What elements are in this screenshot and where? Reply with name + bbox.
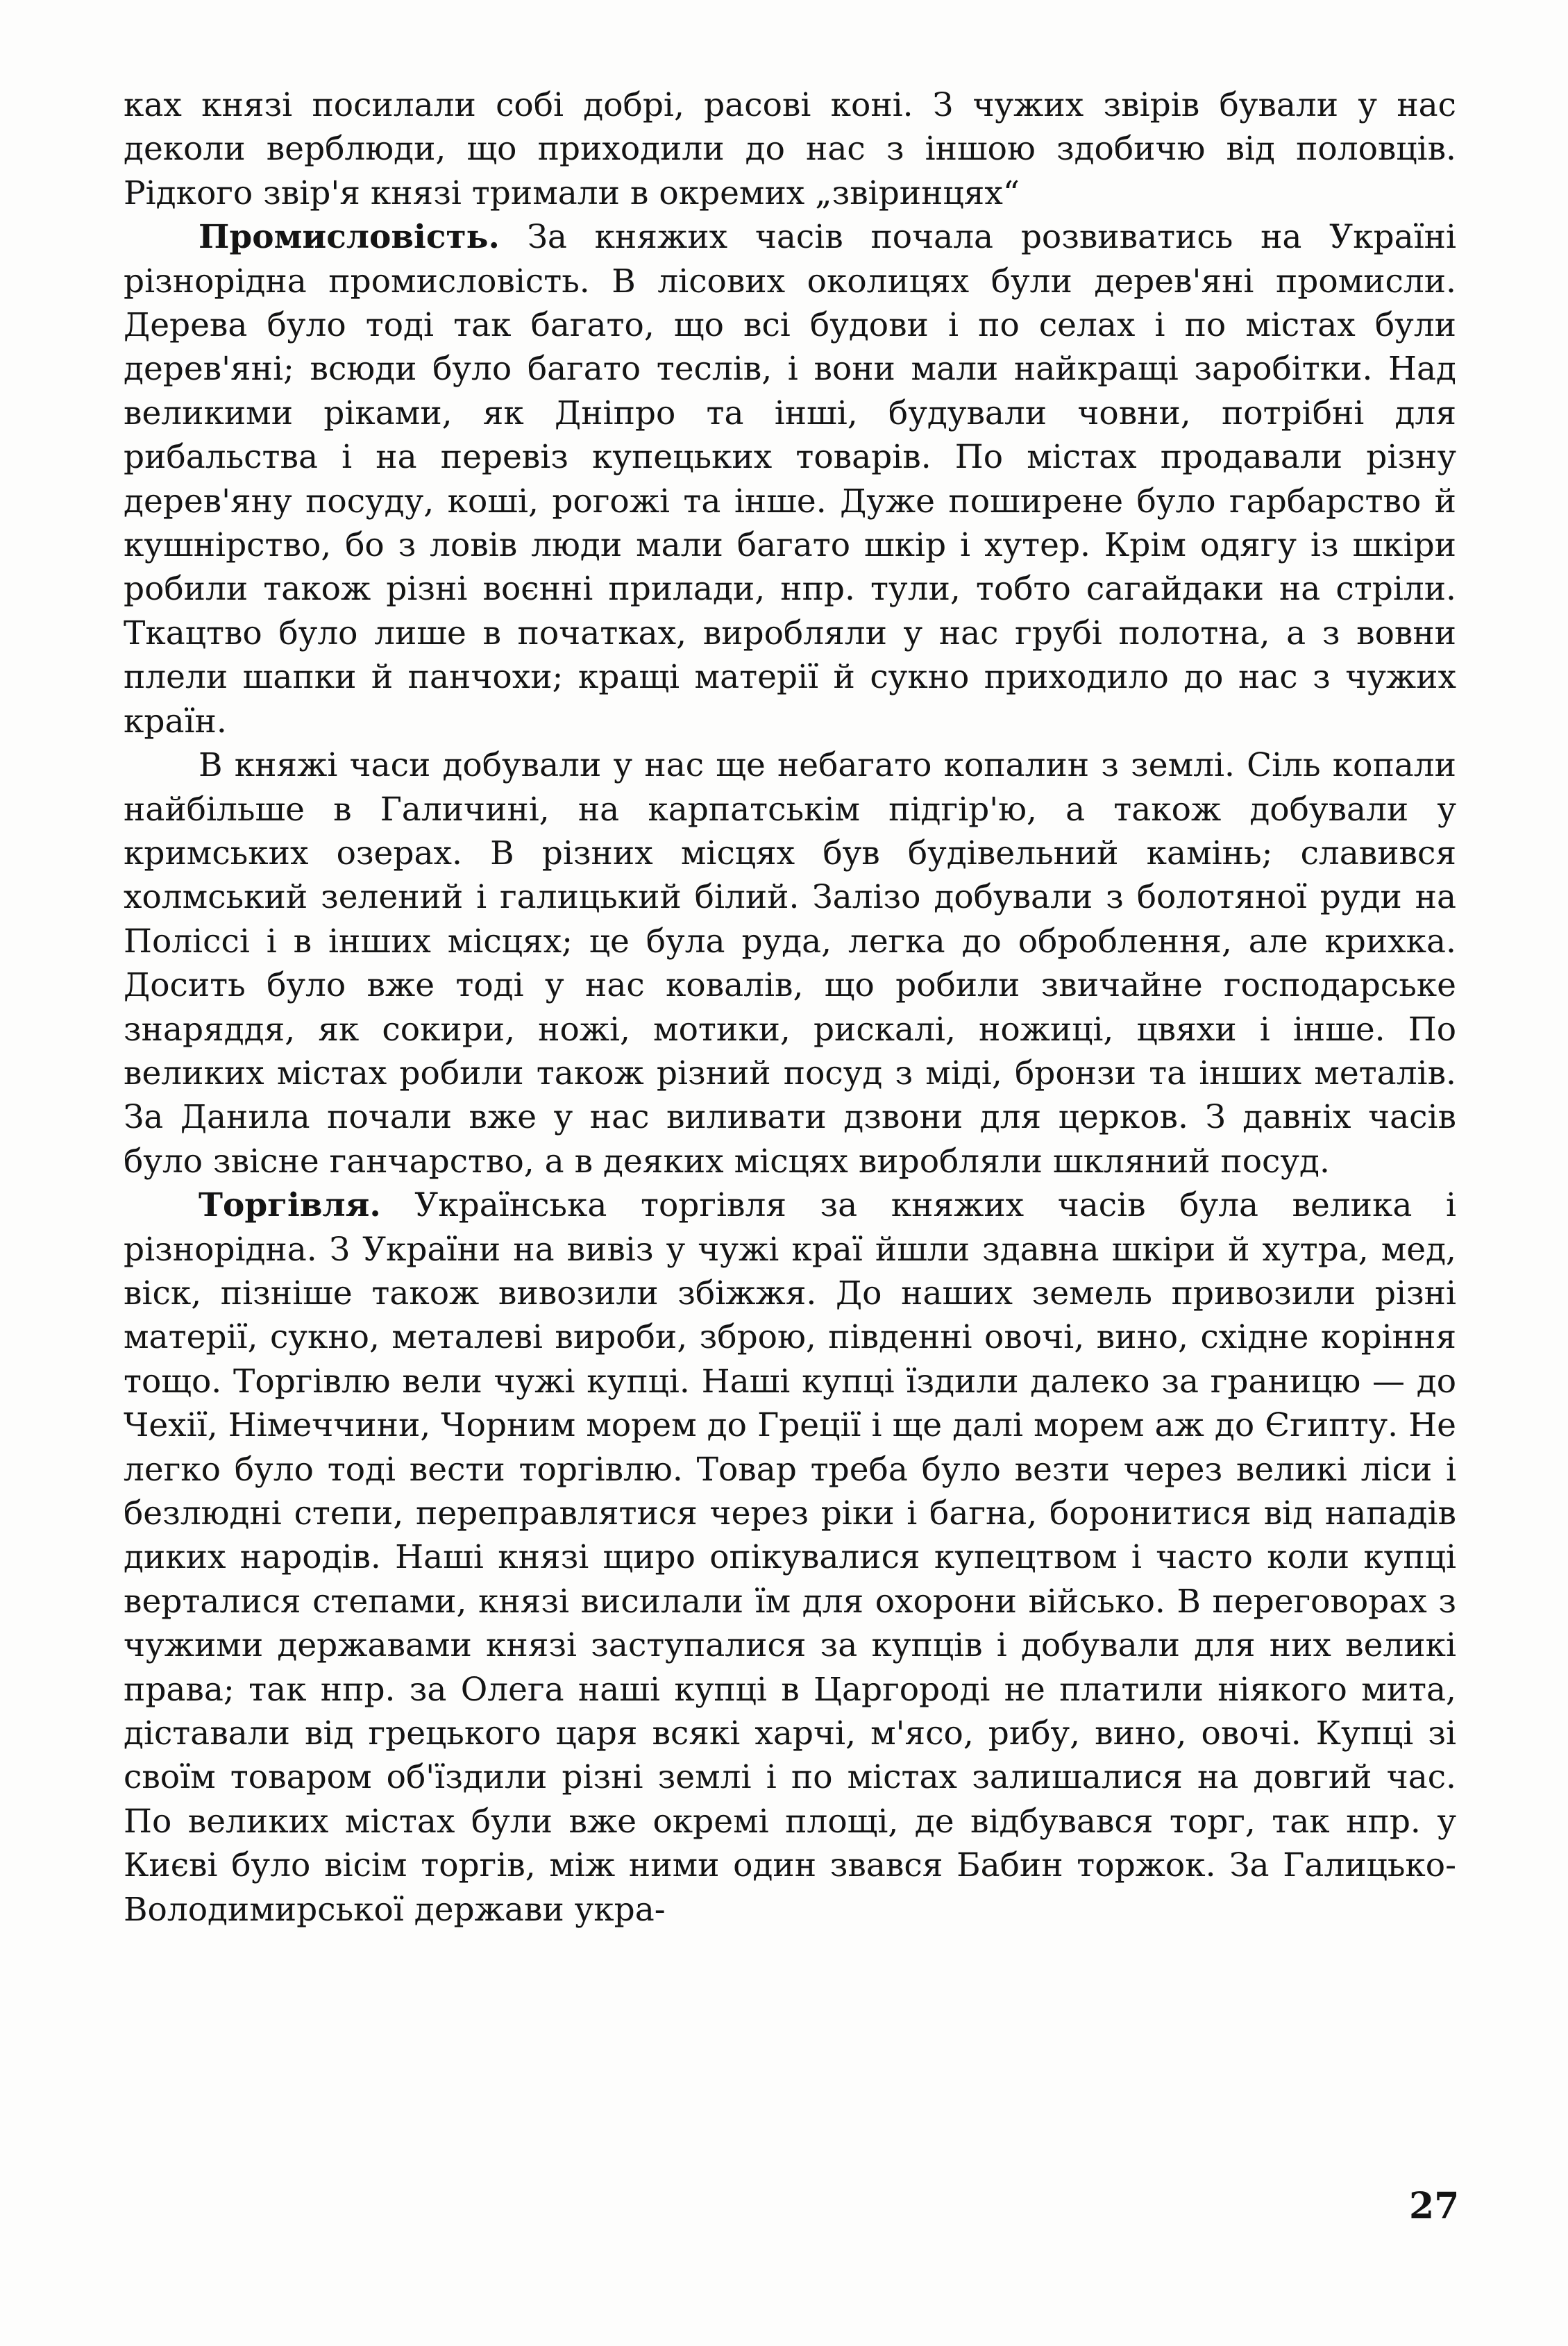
paragraph-minerals (124, 743, 1456, 1183)
section-heading-trade: Торгівля. (199, 1186, 381, 1225)
paragraph-industry (124, 215, 1456, 743)
paragraph-text: В княжі часи добували у нас ще небагато копалин з землі. Сіль копали найбільше в Галичині, на карпатськім підгір'ю, а також добували у кримських озерах. В різних місцях був будівельний камінь; славився холмський зелений і галицький білий. Залізо добували з болотяної руди на Поліссі і в інших місцях; це була руда, легка до оброблення, але крихка. Досить було вже тоді у нас ковалів, що робили звичайне господарське знаряддя, як сокири, ножі, мотики, рискалі, ножиці, цвяхи і інше. По великих містах робили також різний посуд з міді, бронзи та інших металів. За Данила почали вже у нас виливати дзвони для церков. З давніх часів було звісне ганчарство, а в деяких місцях виробляли шкляний посуд. (124, 746, 1456, 1181)
body-text (124, 83, 1456, 1932)
paragraph-intro (124, 83, 1456, 215)
paragraph-text: За княжих часів почала розвиватись на Україні різнорідна промисловість. В лісових околицях були дерев'яні промисли. Дерева було тоді так багато, що всі будови і по селах і по містах були дерев'яні; всюди було багато теслів, і вони мали найкращі заробітки. Над великими ріками, як Дніпро та інші, будували човни, потрібні для рибальства і на перевіз купецьких товарів. По містах продавали різну дерев'яну посуду, коші, рогожі та інше. Дуже поширене було гарбарство й кушнірство, бо з ловів люди мали багато шкір і хутер. Крім одягу із шкіри робили також різні воєнні прилади, нпр. тули, тобто сагайдаки на стріли. Ткацтво було лише в початках, виробляли у нас грубі полотна, а з вовни плели шапки й панчохи; кращі матерії й сукно приходило до нас з чужих країн. (124, 218, 1456, 741)
paragraph-text: ках князі посилали собі добрі, расові коні. З чужих звірів бували у нас деколи верблюди, що приходили до нас з іншою здобичю від половців. Рідкого звір'я князі тримали в окремих „звіринцях“ (124, 86, 1456, 212)
section-heading-industry: Промисловість. (199, 218, 500, 257)
paragraph-trade (124, 1183, 1456, 1932)
paragraph-text: Українська торгівля за княжих часів була велика і різнорідна. З України на вивіз у чужі краї йшли здавна шкіри й хутра, мед, віск, пізніше також вивозили збіжжя. До наших земель привозили різні матерії, сукно, металеві вироби, зброю, південні овочі, вино, східне коріння тощо. Торгівлю вели чужі купці. Наші купці їздили далеко за границю — до Чехії, Німеччини, Чорним морем до Греції і ще далі морем аж до Єгипту. Не легко було тоді вести торгівлю. Товар треба було везти через великі ліси і безлюдні степи, переправлятися через ріки і багна, боронитися від нападів диких народів. Наші князі щиро опікувалися купецтвом і часто коли купці верталися степами, князі висилали їм для охорони військо. В переговорах з чужими державами князі заступалися за купців і добували для них великі права; так нпр. за Олега наші купці в Царгороді не платили ніякого мита, діставали від грецького царя всякі харчі, м'ясо, рибу, вино, овочі. Купці зі своїм товаром об'їздили різні землі і по містах залишалися на довгий час. По великих містах були вже окремі площі, де відбувався торг, так нпр. у Києві було вісім торгів, між ними один звався Бабин торжок. За Галицько-Володимирської держави укра- (124, 1186, 1456, 1929)
page-number: 27 (1409, 2185, 1460, 2227)
